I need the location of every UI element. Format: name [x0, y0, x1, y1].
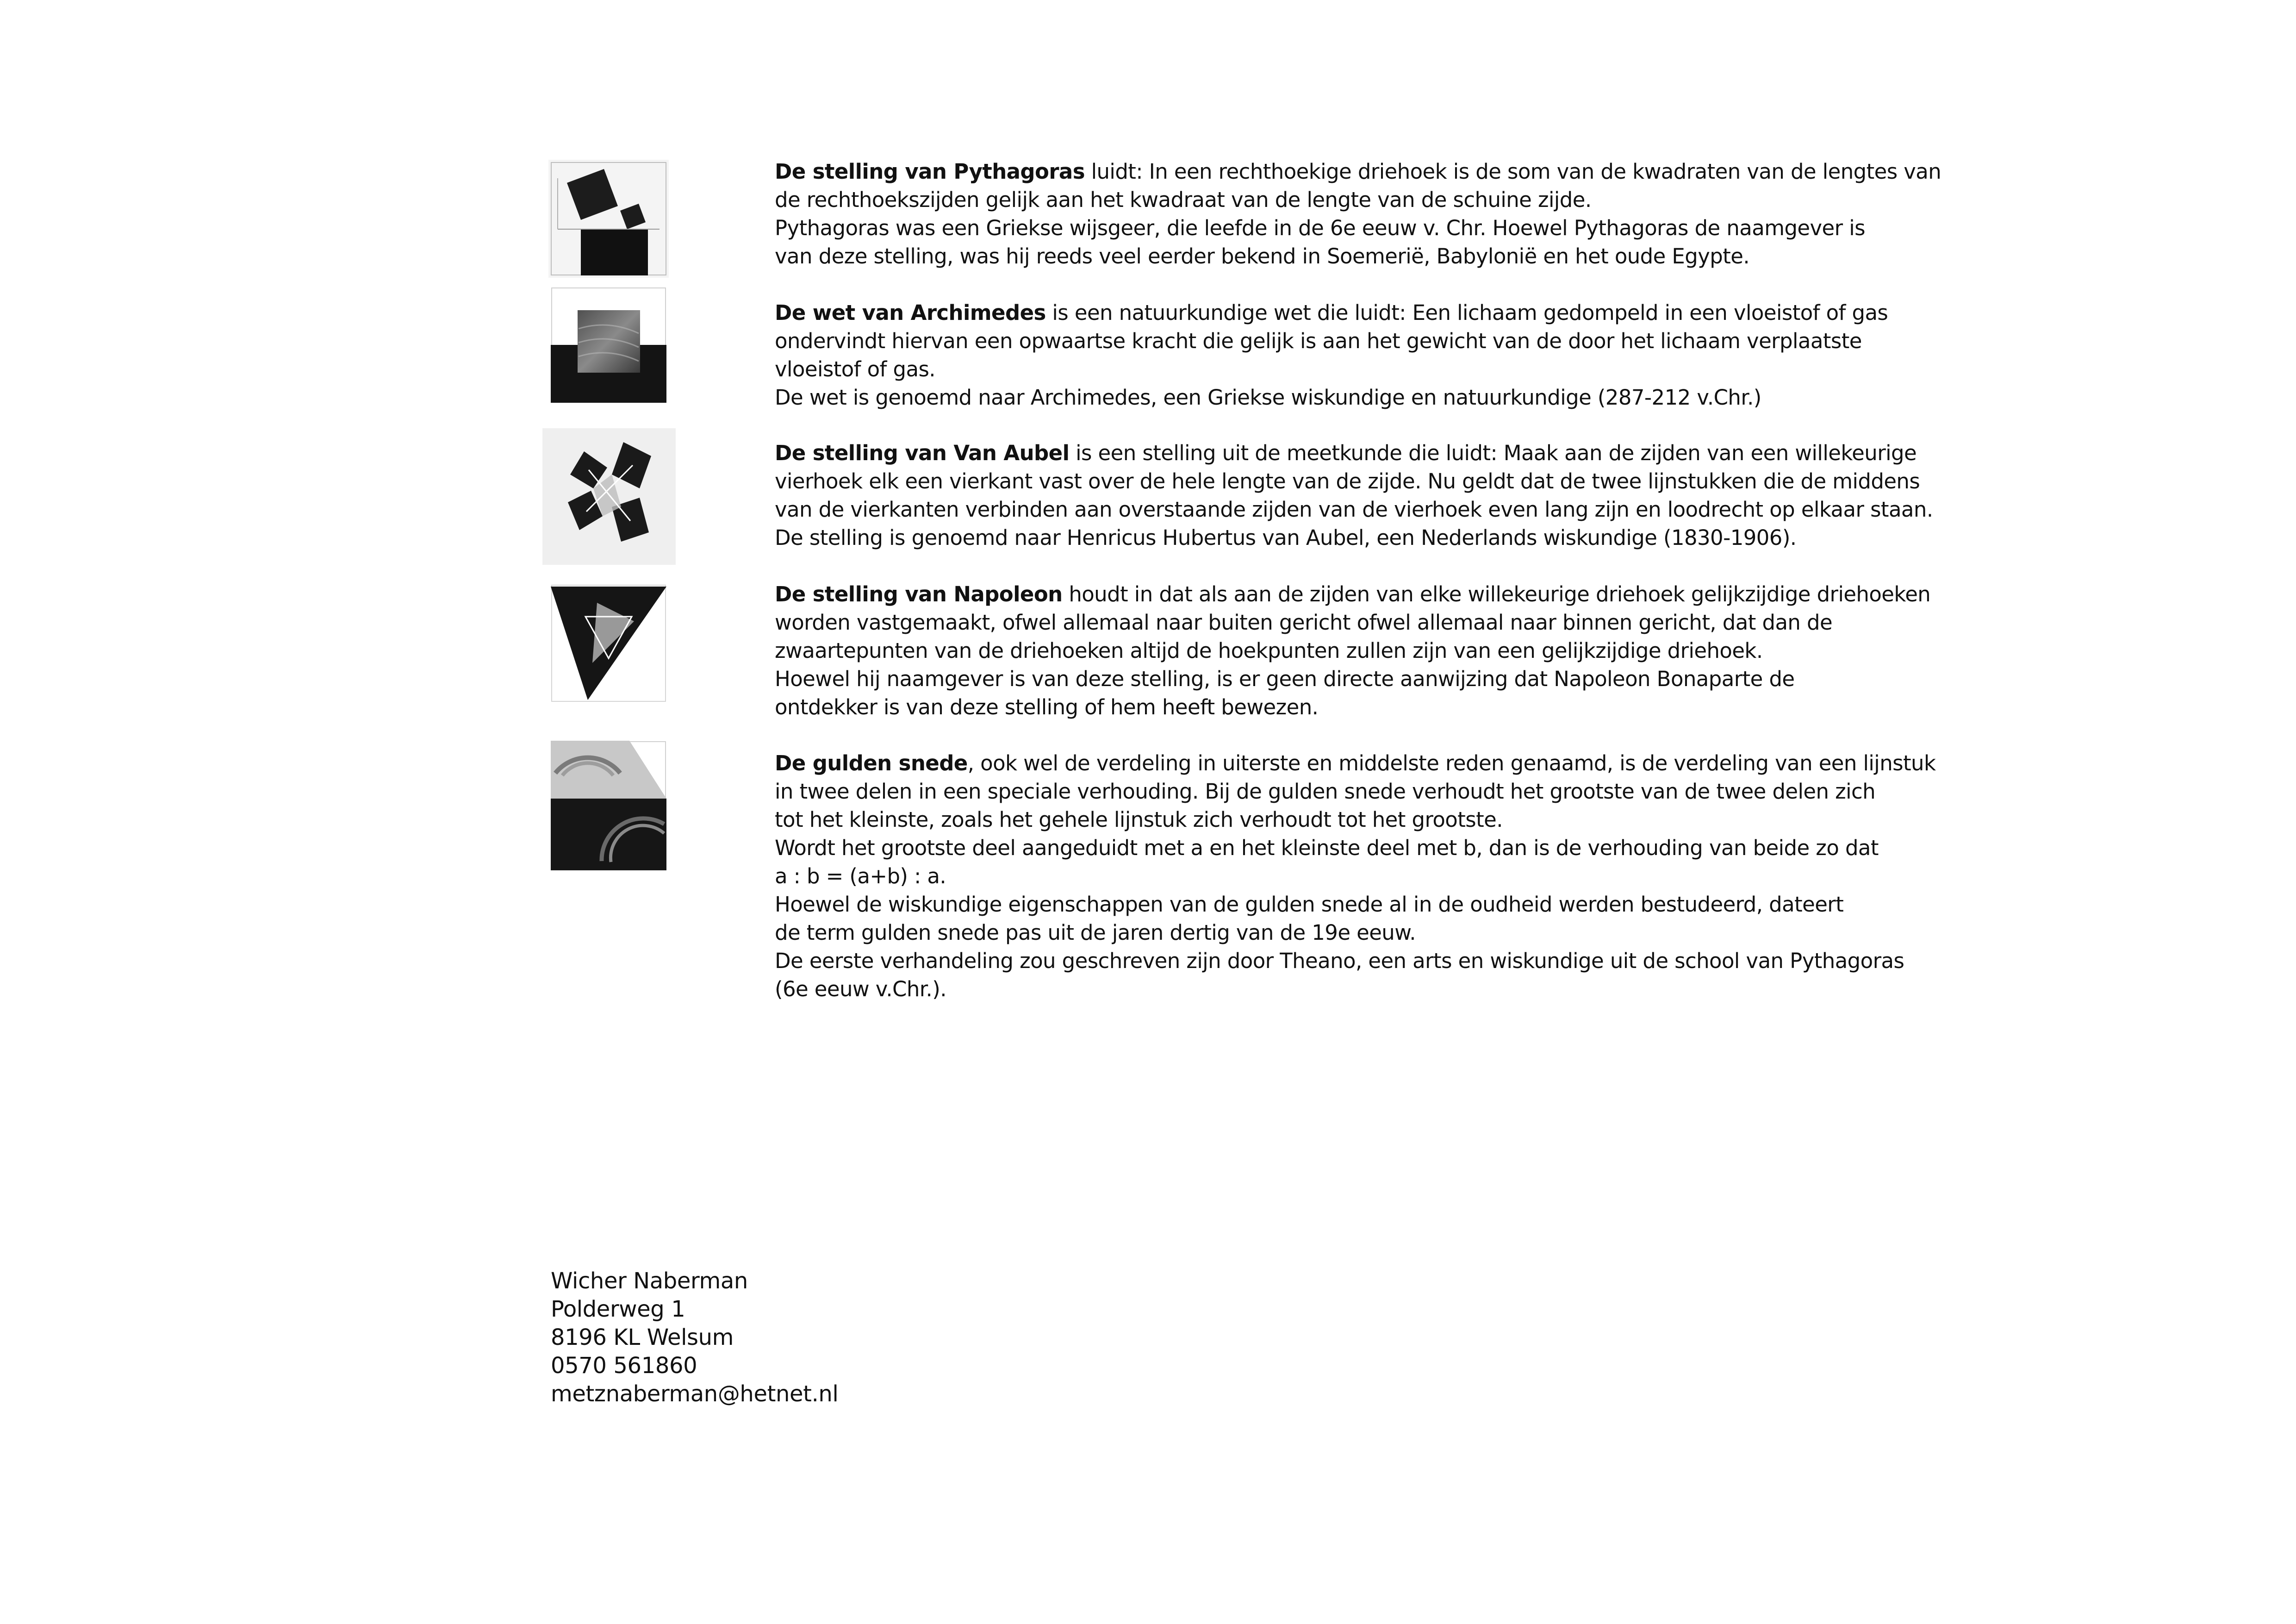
text-line: [775, 157, 2052, 186]
text-line: Pythagoras was een Griekse wijsgeer, die leefde in de 6e eeuw v. Chr. Hoewel Pythagoras de naamgever is: [775, 216, 1865, 240]
text-line: De stelling is genoemd naar Henricus Hubertus van Aubel, een Nederlands wiskundige (1830-1906).: [775, 525, 1797, 550]
van-aubel-artwork-graphic: [542, 428, 676, 565]
section-napoleon: [775, 580, 2052, 721]
text-line: de term gulden snede pas uit de jaren dertig van de 19e eeuw.: [775, 920, 1416, 945]
text-line: vierhoek elk een vierkant vast over de hele lengte van de zijde. Nu geldt dat de twee lijnstukken die de middens: [775, 469, 1920, 493]
text-line: ondervindt hiervan een opwaartse kracht die gelijk is aan het gewicht van de door het lichaam verplaatste: [775, 329, 1862, 353]
text-line: [775, 580, 2052, 608]
text-line: vloeistof of gas.: [775, 357, 935, 381]
contact-email[interactable]: metznaberman@hetnet.nl: [551, 1381, 839, 1407]
gulden-snede-artwork-graphic: [551, 741, 666, 870]
napoleon-artwork-graphic: [551, 584, 666, 702]
text-run: , ook wel de verdeling in uiterste en middelste reden genaamd, is de verdeling van een lijnstuk: [967, 751, 1936, 775]
section-heading: De wet van Archimedes: [775, 300, 1046, 325]
text-line: de rechthoekszijden gelijk aan het kwadraat van de lengte van de schuine zijde.: [775, 187, 1592, 212]
text-run: luidt: In een rechthoekige driehoek is de som van de kwadraten van de lengtes van: [1084, 159, 1941, 184]
text-line: [775, 439, 2052, 467]
contact-city: 8196 KL Welsum: [551, 1324, 734, 1350]
archimedes-artwork-graphic: [551, 287, 666, 403]
text-line: [775, 299, 2052, 327]
pythagoras-artwork-graphic: [548, 160, 669, 278]
section-pythagoras: [775, 157, 2052, 270]
text-line: worden vastgemaakt, ofwel allemaal naar buiten gericht ofwel allemaal naar binnen gericht, dat dan de: [775, 610, 1833, 635]
archimedes-artwork: [551, 287, 666, 403]
text-line: [775, 749, 2052, 777]
napoleon-artwork: [551, 584, 666, 702]
section-van-aubel: [775, 439, 2052, 552]
text-line: zwaartepunten van de driehoeken altijd de hoekpunten zullen zijn van een gelijkzijdige driehoek.: [775, 638, 1763, 663]
contact-name: Wicher Naberman: [551, 1268, 748, 1294]
text-run: houdt in dat als aan de zijden van elke willekeurige driehoek gelijkzijdige driehoeken: [1062, 582, 1931, 606]
text-line: De eerste verhandeling zou geschreven zijn door Theano, een arts en wiskundige uit de school van Pythagoras: [775, 949, 1904, 973]
section-heading: De stelling van Napoleon: [775, 582, 1063, 606]
text-run: is een natuurkundige wet die luidt: Een lichaam gedompeld in een vloeistof of gas: [1045, 300, 1888, 325]
section-heading: De stelling van Van Aubel: [775, 441, 1070, 465]
section-archimedes: [775, 299, 2052, 412]
contact-block: [551, 1267, 838, 1408]
text-line: ontdekker is van deze stelling of hem heeft bewezen.: [775, 695, 1319, 719]
text-line: a : b = (a+b) : a.: [775, 864, 946, 888]
contact-street: Polderweg 1: [551, 1296, 685, 1322]
text-line: Wordt het grootste deel aangeduidt met a en het kleinste deel met b, dan is de verhouding van beide zo dat: [775, 836, 1879, 860]
text-line: Hoewel de wiskundige eigenschappen van de gulden snede al in de oudheid werden bestudeerd, dateert: [775, 892, 1844, 917]
contact-phone: 0570 561860: [551, 1353, 697, 1379]
gulden-snede-artwork: [551, 741, 666, 870]
text-line: (6e eeuw v.Chr.).: [775, 977, 946, 1001]
section-gulden-snede: [775, 749, 2052, 1003]
pythagoras-artwork: [548, 160, 669, 278]
text-line: Hoewel hij naamgever is van deze stelling, is er geen directe aanwijzing dat Napoleon Bonaparte de: [775, 667, 1795, 691]
section-heading: De gulden snede: [775, 751, 968, 775]
text-line: tot het kleinste, zoals het gehele lijnstuk zich verhoudt tot het grootste.: [775, 807, 1503, 832]
section-heading: De stelling van Pythagoras: [775, 159, 1085, 184]
text-line: in twee delen in een speciale verhouding. Bij de gulden snede verhoudt het grootste van de twee delen zich: [775, 779, 1876, 804]
text-run: is een stelling uit de meetkunde die luidt: Maak aan de zijden van een willekeurige: [1069, 441, 1917, 465]
text-line: De wet is genoemd naar Archimedes, een Griekse wiskundige en natuurkundige (287-212 v.Chr.): [775, 385, 1761, 410]
text-line: van deze stelling, was hij reeds veel eerder bekend in Soemerië, Babylonië en het oude Egypte.: [775, 244, 1750, 269]
text-line: van de vierkanten verbinden aan overstaande zijden van de vierhoek even lang zijn en loodrecht op elkaar staan.: [775, 497, 1933, 522]
van-aubel-artwork: [542, 428, 676, 565]
